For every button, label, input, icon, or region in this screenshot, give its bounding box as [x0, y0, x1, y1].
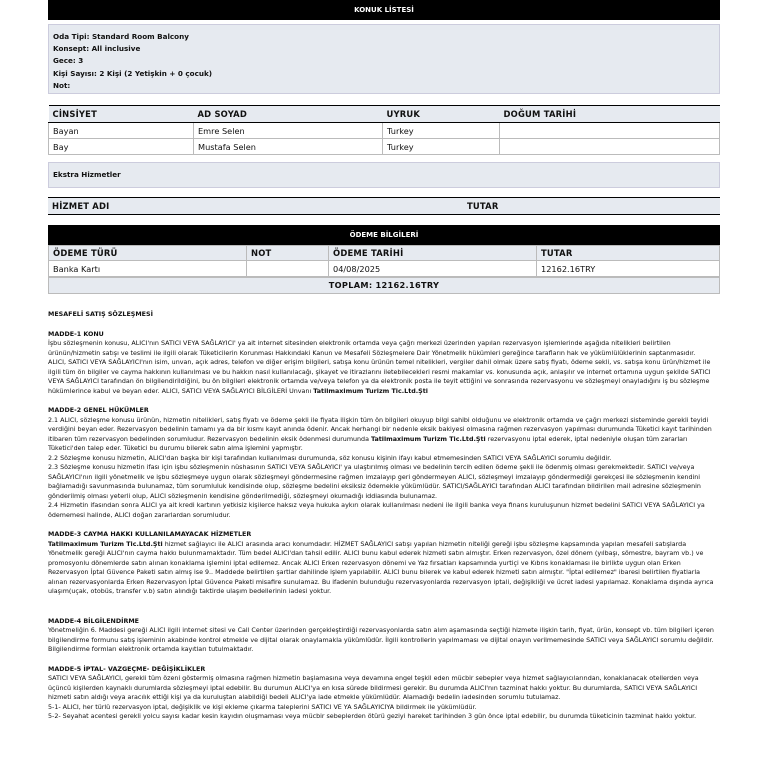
article-1-heading: MADDE-1 KONU — [48, 330, 104, 338]
cell: Bayan — [49, 123, 194, 139]
col-service-name: HİZMET ADI — [48, 198, 463, 215]
article-5-text: SATICI VEYA SAĞLAYICI, gerekli tüm özeni göstermiş olmasına rağmen hizmetin başlamasına veya devamına engel teşkil eden mücbir sebepler veya hizmet sağlayıcılarından, konaklanacak otellerden veya üçüncü kişilerden kaynaklı durumlarda sözleşmeyi iptal edebilir. Bu durumun ALICI'ya en kısa sürede bildirmesi gerekir. Bu durumda ALICI'nın tazminat hakkı yoktur. Bu durumlarda, SATICI VEYA SAĞLAYICI hizmeti satın aldığı veya aracılık ettiği kişi ya da kuruluştan alabildiği bedeli ALICI'ya iade etmekle yükümlüdür. Alamadığı bedelin iadesinden sorumlu tutulamaz. — [48, 675, 699, 701]
col-payment-amount: TUTAR — [537, 246, 720, 261]
booking-info-box — [48, 24, 720, 94]
cell: Banka Kartı — [49, 261, 247, 277]
paragraph-text: 2.1 ALICI, sözleşme konusu ürünün, hizmetin nitelikleri, satış fiyatı ve ödeme şekli ile fiyata ilişkin tüm ön bilgileri okuyup bilgi sahibi olduğunu ve elektronik ortamda ve çağrı merkezi sisteminde gerekli teyidi verdiğini beyan eder. Rezervasyon bedelinin tamamı ya da bir kısmı kayıt anında ödenir. Ancak herhangi bir nedenle eksik bakiyesi olmasına rağmen rezervasyon yapılması durumunda Tüketici kayıt tarihinden itibaren tüm rezervasyon bedelinden sorumludur. Rezervasyon bedelinin eksik ödenmesi durumunda — [48, 416, 712, 443]
article-2-1-text — [48, 416, 720, 454]
paragraph-text: rezervasyonu iptal ederek, iptal nedeniyle oluşan tüm zararları Tüketici'den talep eder. Tüketici bu durumu bilerek satın alma işlemini yapmıştır. — [48, 435, 688, 452]
cell — [500, 139, 720, 155]
table-row — [49, 261, 720, 277]
col-name: AD SOYAD — [194, 106, 383, 123]
company-name: Tatilmaximum Turizm Tic.Ltd.Şti — [313, 387, 428, 395]
cell: Bay — [49, 139, 194, 155]
service-table — [48, 197, 720, 215]
paragraph-text: hizmet sağlayıcı ile ALICI arasında aracı konumdadır. HİZMET SAĞLAYICI satışı yapılan hizmetin niteliği gereği işbu sözleşme kapsamında yapılan mesafeli satışlarda Yönetmelik gereği ALICI'nın cayma hakkı bulunmamaktadır. Tüm bedel ALICI'dan tahsil edilir. ALICI bunu kabul ederek hizmeti satın almıştır. Erken rezervasyon, özel dönem (yılbaşı, sömestre, bayram vb.) ve promosyonlu dönemlerde satın alınan konaklama işlemini iptal edilemez. Ancak ALICI Erken rezervasyon dönemi ve Yaz fırsatları kapsamında yurtiçi ve Kıbrıs konaklaması ile birlikte uygun olan Erken Rezervasyon İptal Güvence Paketi satın almış ise 9.. Maddede belirtilen şartlar dahilinde işlem yapılabilir. ALICI bunu bilerek ve kabul ederek hizmeti satın almıştır. "İptal edilemez" ibaresi belirtilen fiyatlarla alınan rezervasyonlarda Erken Rezervasyon İptal Güvence Paketi misafire sunulamaz. Bu ifadenin bulunduğu rezervasyonlarda rezervasyon iptali, değişikliği ve ücret iadesi yapılamaz. Konaklama dışında ayrıca ulaşım(uçak, otobüs, transfer v.b) satın alındığı taktirde ulaşım bedellerinin iadesi yoktur. — [48, 540, 714, 595]
article-1-text: İşbu sözleşmenin konusu, ALICI'nın SATICI VEYA SAĞLAYICI' ya ait internet sitesinden elektronik ortamda veya çağrı merkezi üzerinden yapılan rezervasyon işlemlerinde aşağıda nitelikleri belirtilen ürünün/hizmetin satışı ve teslimi ile ilgili olarak Tüketicilerin Korunması Hakkındaki Kanun ve Mesafeli Sözleşmelere Dair Yönetmelik hükümleri gereğince tarafların hak ve yükümlülüklerinin saptanmasıdır. — [48, 340, 696, 357]
cell: Turkey — [383, 123, 500, 139]
service-table-header — [48, 198, 720, 215]
company-name: Tatilmaximum Turizm Tic.Ltd.Şti — [370, 435, 486, 443]
article-2-heading: MADDE-2 GENEL HÜKÜMLER — [48, 407, 149, 414]
table-row — [49, 139, 720, 155]
extra-services-title: Ekstra Hizmetler — [48, 162, 720, 188]
distance-sales-contract — [48, 310, 720, 722]
room-type: Oda Tipi: Standard Room Balcony — [53, 32, 189, 41]
paragraph-text: ALICI, SATICI VEYA SAĞLAYICI BİLGİLERİ Unvanı — [161, 387, 314, 395]
article-1-text-2 — [48, 358, 720, 396]
person-count: Kişi Sayısı: 2 Kişi (2 Yetişkin + 0 çocuk) — [53, 68, 213, 78]
company-name: Tatilmaximum Turizm Tic.Ltd.Şti — [48, 540, 163, 548]
payment-title: ÖDEME BİLGİLERİ — [48, 225, 720, 245]
cell: 12162.16TRY — [537, 261, 720, 277]
paragraph-text: ALICI, SATICI VEYA SAĞLAYICI'nın isim, unvan, açık adres, telefon ve diğer erişim bilgileri, satışa konu ürünün temel nitelikleri, vergiler dahil olmak üzere satış fiyatı, ödeme sekli, vs. satışa konu ürün/hizmet ile ilgili tüm ön bilgiler ve cayma hakkının kullanılması ve bu hakkın nasıl kullanılacağı, şikayet ve itirazlarını iletebilecekleri resmi makamlar vs. konusunda açık, anlaşılır ve internet ortamına uygun şekilde SATICI VEYA SAĞLAYICI tarafından ön bilgilendirildiğini, bu ön bilgileri elektronik ortamda ve/veya telefon ya da elektronik posta ile teyit ettiğini ve sonrasında rezervasyonu ve sözleşmeyi onayladığını iş bu sözleşme hükümlerince kabul ve beyan eder. — [48, 359, 711, 395]
guest-table-header — [49, 106, 720, 123]
reservation-summary — [48, 0, 720, 294]
payment-total: TOPLAM: 12162.16TRY — [48, 277, 720, 294]
cell: Emre Selen — [194, 123, 383, 139]
cell — [500, 123, 720, 139]
concept: Konsept: All inclusive — [53, 44, 141, 54]
article-3-heading: MADDE-3 CAYMA HAKKI KULLANILAMAYACAK HİZMETLER — [48, 531, 252, 538]
payment-table — [48, 245, 720, 277]
cell: 04/08/2025 — [329, 261, 537, 277]
col-service-amount: TUTAR — [463, 198, 720, 215]
guest-table — [48, 105, 720, 155]
nights: Gece: 3 — [53, 56, 84, 66]
col-gender: CİNSİYET — [49, 106, 194, 123]
article-4-text: Yönetmeliğin 6. Maddesi gereği ALICI ilgili internet sitesi ve Call Center üzerinden gerçekleştirdiği rezervasyonlarda satın alım aşamasında seçtiği hizmete ilişkin tarih, fiyat, ürün, konsept vb. tüm bilgileri içeren bilgilendirme formunu satış işleminin akabinde kontrol etmekle ve dijital olarak onaylamakla yükümlüdür. İlgili kontrollerin yapılmaması ve dijital onayın verilmemesinde SATICI veya SAĞLAYICI sorumlu değildir. Bilgilendirme formları elektronik ortamda kayıtları tutulmaktadır. — [48, 627, 714, 653]
col-payment-date: ÖDEME TARİHİ — [329, 246, 537, 261]
cell — [247, 261, 329, 277]
article-2-3-text: 2.3 Sözleşme konusu hizmetin ifası için işbu sözleşmenin nüshasının SATICI VEYA SAĞLAYICI' ya ulaştırılmış olması ve bedelinin tercih edilen ödeme şekli ile ödenmiş olması gerekmektedir. SATICI ve/veya SAĞLAYICI'nın ilgili yönetmelik ve işbu sözleşmeye uygun olarak sözleşmeyi göndermesine rağmen imzalayıp geri göndermeyen ALICI, sözleşmeyi imzalayıp göndermediği gerekçesi ile sözleşmenin kendini bağlamadığı savunmasında bulunamaz, tüm sorumluluk kendisinde olup, sözleşme bedelini eksiksiz ödemekle yükümlüdür. SATICI/SAĞLAYICI tarafından ALICI tarafından bildirilen mail adresine sözleşmenin gönderilmiş olması yeterli olup, ALICI sözleşmenin kendisine gönderilmediği, sözleşmeyi okumadığı iddiasında bulunamaz. — [48, 464, 701, 500]
col-payment-type: ÖDEME TÜRÜ — [49, 246, 247, 261]
table-row — [49, 123, 720, 139]
article-5-1-text: 5-1- ALICI, her türlü rezervasyon iptal, değişiklik ve kişi ekleme çıkarma taleplerini SATICI VE YA SAĞLAYICIYA bildirmek ile yükümlüdür. — [48, 703, 477, 711]
cell: Mustafa Selen — [194, 139, 383, 155]
payment-table-header — [49, 246, 720, 261]
article-2-2-text: 2.2 Sözleşme konusu hizmetin, ALICI'dan başka bir kişi tarafından kullanılması durumunda, söz konusu kişinin ifayı kabul etmemesinden SATICI VEYA SAĞLAYICI sorumlu değildir. — [48, 454, 612, 462]
article-2-4-text: 2.4 Hizmetin ifasından sonra ALICI ya ait kredi kartının yetkisiz kişilerce haksız veya hukuka aykırı olarak kullanılması nedeni ile ilgili banka veya finans kuruluşunun hizmet bedelini SATICI VEYA SAĞLAYICI ya ödememesi halinde, ALICI doğan zararlardan sorumludur. — [48, 502, 705, 519]
article-3-text — [48, 540, 720, 597]
article-4-heading: MADDE-4 BİLGİLENDİRME — [48, 617, 139, 625]
article-5-2-text: 5-2- Seyahat acentesi gerekli yolcu sayısı kadar kesin kayıdın oluşmaması veya mücbir sebeplerden ötürü geziyi hareket tarihinden 3 gün önce iptal edebilir, bu durumda tüketicinin tazminat hakkı yoktur. — [48, 713, 697, 720]
guest-list-title: KONUK LİSTESİ — [48, 0, 720, 20]
col-nationality: UYRUK — [383, 106, 500, 123]
article-5-heading: MADDE-5 İPTAL- VAZGEÇME- DEĞİŞİKLİKLER — [48, 665, 206, 673]
contract-title: MESAFELİ SATIŞ SÖZLEŞMESİ — [48, 311, 153, 318]
note: Not: — [53, 80, 71, 90]
col-payment-note: NOT — [247, 246, 329, 261]
cell: Turkey — [383, 139, 500, 155]
col-birthdate: DOĞUM TARİHİ — [500, 106, 720, 123]
